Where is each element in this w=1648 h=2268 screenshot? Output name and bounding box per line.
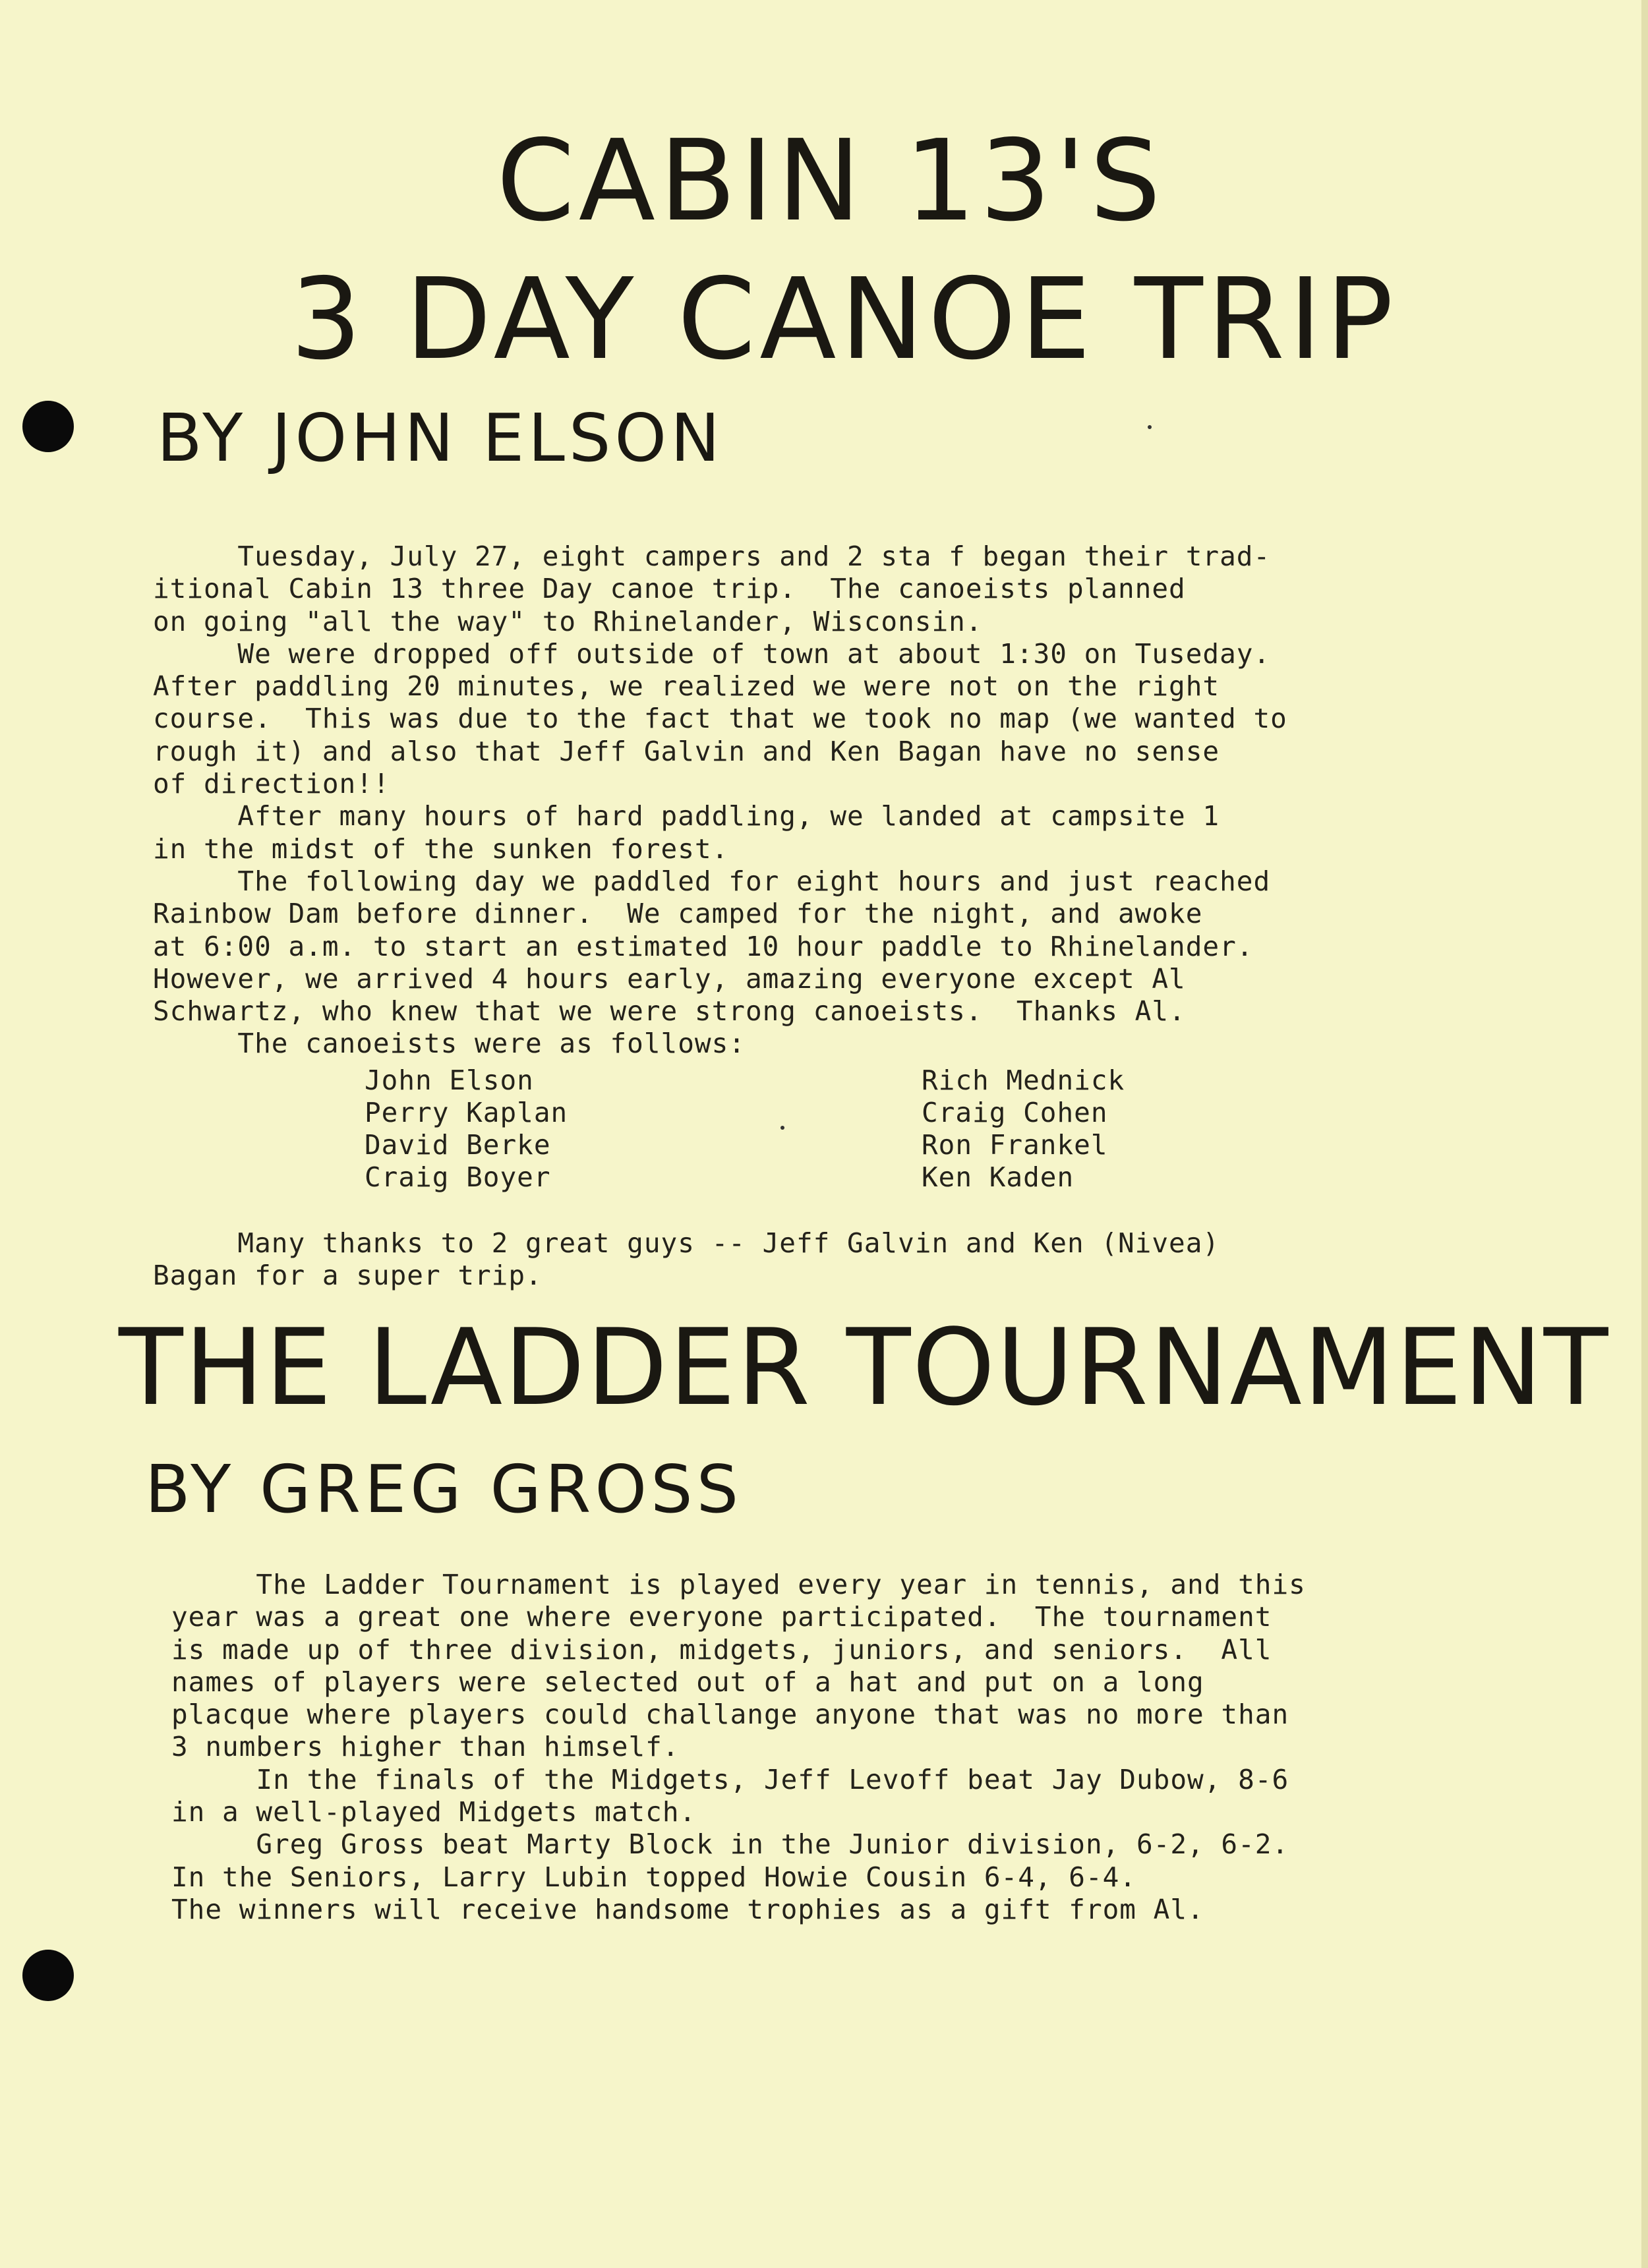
canoeists-left-column [365,1064,568,1194]
article1-title-line1: CABIN 13'S [496,116,1165,247]
ink-speck [1148,425,1152,429]
article1-body: Tuesday, July 27, eight campers and 2 sta f began their trad- itional Cabin 13 three Day canoe trip. The canoeists planned on going "all the way" to Rhinelander, Wisconsin. We were dropped off outside of town at about 1:30 on Tuseday. After paddling 20 minutes, we realized we were not on the right course. This was due to the fact that we took no map (we wanted to rough it) and also that Jeff Galvin and Ken Bagan have no sense of direction!! After many hours of hard paddling, we landed at campsite 1 in the midst of the sunken forest. The following day we paddled for eight hours and just reached Rainbow Dam before dinner. We camped for the night, and awoke at 6:00 a.m. to start an estimated 10 hour paddle to Rhinelander. However, we arrived 4 hours early, amazing everyone except Al Schwartz, who knew that we were strong canoeists. Thanks Al. The canoeists were as follows: [153,540,1287,1060]
canoeist-name: Perry Kaplan [365,1097,568,1128]
canoeist-name: Rich Mednick [922,1064,1125,1096]
article2-body: The Ladder Tournament is played every year in tennis, and this year was a great one where everyone participated. The tournament is made up of three division, midgets, juniors, and seniors. All names of players were selected out of a hat and put on a long placque where players could challange anyone that was no more than 3 numbers higher than himself. In the finals of the Midgets, Jeff Levoff beat Jay Dubow, 8-6 in a well-played Midgets match. Greg Gross beat Marty Block in the Junior division, 6-2, 6-2. In the Seniors, Larry Lubin topped Howie Cousin 6-4, 6-4. The winners will receive handsome trophies as a gift from Al. [171,1569,1306,1925]
article1-byline: BY JOHN ELSON [157,399,724,477]
canoeist-name: Craig Cohen [922,1097,1108,1128]
canoeists-right-column [922,1064,1125,1194]
binder-hole-bottom [22,1950,74,2001]
article1-closing: Many thanks to 2 great guys -- Jeff Galvin and Ken (Nivea) Bagan for a super trip. [153,1227,1220,1291]
article1-title-line2: 3 DAY CANOE TRIP [290,254,1398,385]
canoeist-name: John Elson [365,1064,534,1096]
canoeist-name: David Berke [365,1129,551,1161]
article2-byline: BY GREG GROSS [145,1451,743,1528]
ink-speck [780,1126,784,1130]
canoeist-name: Ron Frankel [922,1129,1108,1161]
article2-title: THE LADDER TOURNAMENT [119,1306,1610,1429]
binder-hole-top [22,401,74,452]
canoeist-name: Craig Boyer [365,1161,551,1193]
canoeist-name: Ken Kaden [922,1161,1074,1193]
